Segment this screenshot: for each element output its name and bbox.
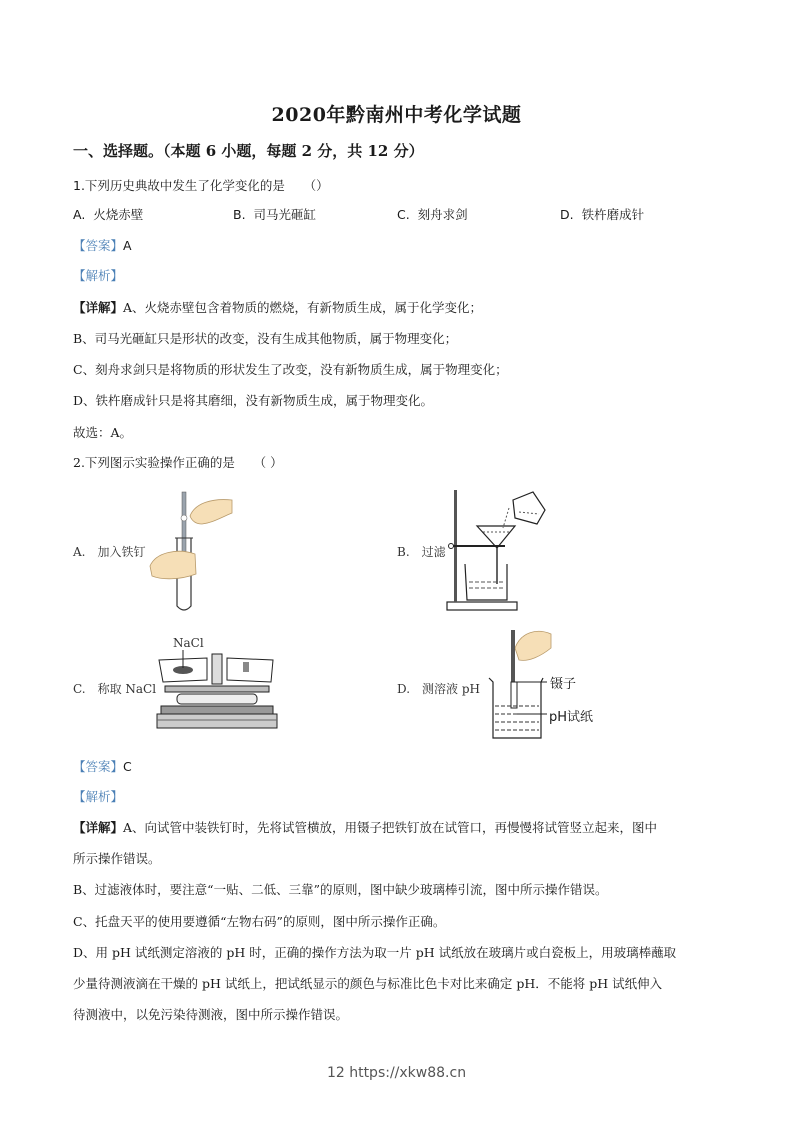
test-tube-tweezers-icon — [140, 488, 240, 613]
q1-option-a: A. 火烧赤壁 — [73, 207, 144, 222]
q2-detail-line-5: D、用 pH 试纸测定溶液的 pH 时，正确的操作方法为取一片 pH 试纸放在玻璃片或白瓷板上，用玻璃棒蘸取 — [73, 945, 677, 960]
tweezers-annotation: 镊子 — [550, 677, 577, 692]
q2-detail-line-4: C、托盘天平的使用要遵循“左物右码”的原则，图中所示操作正确。 — [73, 914, 446, 929]
q1-answer — [73, 235, 132, 254]
q2-detail-line-6: 少量待测液滴在干燥的 pH 试纸上，把试纸显示的颜色与标准比色卡对比来确定 pH．不能将 pH 试纸伸入 — [73, 976, 663, 991]
figure-b-label: B. 过滤 — [397, 545, 446, 559]
q1-analysis-tag: 【解析】 — [73, 268, 124, 283]
ph-paper-annotation: pH试纸 — [549, 710, 594, 725]
page-footer: 12 https://xkw88.cn — [326, 1065, 467, 1081]
answer-tag: 【答案】 — [73, 238, 124, 253]
q2-detail-line-7: 待测液中，以免污染待测液，图中所示操作错误。 — [73, 1007, 349, 1022]
q2-detail-line-2: 所示操作错误。 — [73, 851, 161, 866]
beaker-ph-paper-icon — [485, 626, 555, 742]
nacl-annotation: NaCl — [173, 636, 204, 650]
question-1-stem: 1.下列历史典故中发生了化学变化的是 （） — [73, 178, 329, 193]
answer-value: C — [123, 759, 132, 774]
q1-detail-line-3: C、刻舟求剑只是将物质的形状发生了改变，没有新物质生成，属于物理变化； — [73, 362, 508, 377]
q1-option-d: D. 铁杵磨成针 — [560, 207, 645, 222]
figure-a-label: A. 加入铁钉 — [73, 545, 146, 559]
filtration-apparatus-icon — [445, 488, 555, 613]
q1-option-b: B. 司马光砸缸 — [233, 207, 317, 222]
q1-detail-line-2: B、司马光砸缸只是形状的改变，没有生成其他物质，属于物理变化； — [73, 331, 458, 346]
answer-tag: 【答案】 — [73, 759, 124, 774]
q2-detail-line-1: 【详解】A、向试管中装铁钉时，先将试管横放，用镊子把铁钉放在试管口，再慢慢将试管竖立起来，图中 — [73, 820, 658, 835]
q1-detail-line-4: D、铁杵磨成针只是将其磨细，没有新物质生成，属于物理变化。 — [73, 393, 434, 408]
figure-d-label: D. 测溶液 pH — [397, 682, 480, 696]
q1-option-c: C. 刻舟求剑 — [397, 207, 468, 222]
balance-scale-icon — [155, 650, 280, 735]
q2-answer — [73, 756, 132, 775]
page-title: 2020年黔南州中考化学试题 — [271, 104, 522, 126]
q2-analysis-tag: 【解析】 — [73, 789, 124, 804]
question-2-stem: 2.下列图示实验操作正确的是 （ ） — [73, 455, 283, 470]
q1-conclusion: 故选：A。 — [73, 425, 133, 440]
section-heading: 一、选择题。（本题 6 小题，每题 2 分，共 12 分） — [73, 142, 424, 160]
figure-c-label: C. 称取 NaCl — [73, 682, 157, 696]
answer-value: A — [123, 238, 132, 253]
q1-detail-line-1: 【详解】A、火烧赤壁包含着物质的燃烧，有新物质生成，属于化学变化； — [73, 300, 483, 315]
q2-detail-line-3: B、过滤液体时，要注意“一贴、二低、三靠”的原则，图中缺少玻璃棒引流，图中所示操作错误。 — [73, 882, 608, 897]
